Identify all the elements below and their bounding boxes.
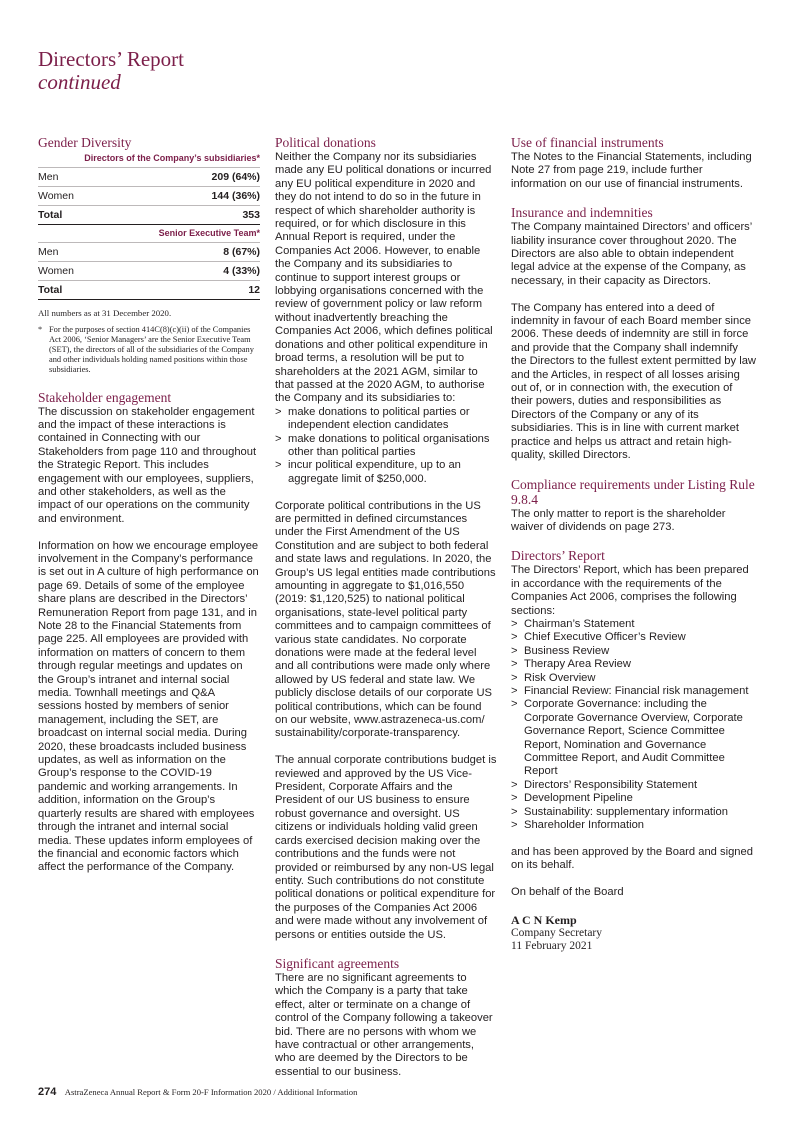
table-column-header: Senior Executive Team* <box>158 228 260 238</box>
paragraph: The Notes to the Financial Statements, including Note 27 from page 219, include further information on our use of financial instruments. <box>511 151 752 190</box>
page-footer <box>38 1086 357 1098</box>
table-cell: 8 (67%) <box>96 243 260 262</box>
list-item: > Business Review <box>511 645 756 658</box>
paragraph: The discussion on stakeholder engagement and the impact of these interactions is contained in Connecting with our Stakeholders from page 110 and throughout the Strategic Report. This includes engagement with our employees, suppliers, and other stakeholders, as well as the impact of our operations on the community and environment. <box>38 405 257 525</box>
table-row <box>38 187 260 206</box>
table-row <box>38 262 260 281</box>
table-row <box>38 168 260 187</box>
list-item: > Directors’ Responsibility Statement <box>511 779 756 792</box>
bullet-list <box>275 406 497 486</box>
gender-diversity-heading: Gender Diversity <box>38 135 132 150</box>
table-column-header: Directors of the Company’s subsidiaries* <box>84 153 260 163</box>
signature-date: 11 February 2021 <box>511 940 593 953</box>
political-donations-heading: Political donations <box>275 135 376 150</box>
column-middle <box>275 135 497 1079</box>
page-number: 274 <box>38 1086 57 1098</box>
paragraph: The only matter to report is the shareholder waiver of dividends on page 273. <box>511 507 726 533</box>
paragraph: Neither the Company nor its subsidiaries made any EU political donations or incurred any EU political expenditure in 2020 and they do not intend to do so in the future in respect of which shareholder authority is required, or for which disclosure in this Annual Report is required, under the Companies Act 2006. However, to enable the Company and its subsidiaries to continue to support interest groups or lobbying organisations concerned with the review of government policy or law reform without inadvertently breaching the Companies Act 2006, which defines political donations and other political expenditure in broad terms, a resolution will be put to shareholders at the 2021 AGM, similar to that passed at the 2020 AGM, to authorise the Company and its subsidiaries to: <box>275 151 493 405</box>
table-cell: 4 (33%) <box>96 262 260 281</box>
page-subtitle: continued <box>38 70 121 94</box>
paragraph: Information on how we encourage employee involvement in the Company’s performance is set out in A culture of high performance on page 69. Details of some of the employee share plans are described in the Directors’ Remuneration Report from page 131, and in Note 28 to the Financial Statements from page 225. All employees are provided with information on matters of concern to them through regular meetings and updates on the Group’s intranet and internal social media. Townhall meetings and Q&A sessions hosted by members of senior management, including the SET, are broadcast on internal social media. During 2020, these broadcasts included business updates, as well as information on the Group’s response to the COVID-19 pandemic and working arrangements. In addition, information on the Group’s quarterly results are shared with employees through the intranet and internal social media. These updates inform employees of the financial and economic factors which affect the performance of the Company. <box>38 539 259 874</box>
list-item: > Corporate Governance: including the Corporate Governance Overview, Corporate Governance Report, Science Committee Report, Nomination and Governance Committee Report, and Audit Committee Report <box>511 698 756 778</box>
table-cell: Women <box>38 262 96 281</box>
paragraph: and has been approved by the Board and signed on its behalf. <box>511 845 753 872</box>
footnote-mark: * <box>38 324 43 334</box>
list-item: > make donations to political organisations other than political parties <box>275 433 497 460</box>
gender-table-subsidiaries <box>38 153 260 225</box>
compliance-heading: Compliance requirements under Listing Rule 9.8.4 <box>511 476 755 507</box>
table-cell: Total <box>38 281 96 300</box>
table-cell: 353 <box>76 206 260 225</box>
page-title: Directors’ Report <box>38 47 184 71</box>
list-item: > incur political expenditure, up to an aggregate limit of $250,000. <box>275 459 497 486</box>
paragraph: The Directors’ Report, which has been prepared in accordance with the requirements of the Companies Act 2006, comprises the following sections: <box>511 564 749 617</box>
table-cell: Men <box>38 243 96 262</box>
financial-instruments-heading: Use of financial instruments <box>511 135 664 150</box>
column-left <box>38 135 260 875</box>
paragraph: The Company has entered into a deed of indemnity in favour of each Board member since 2006. These deeds of indemnity are still in force and provide that the Company shall indemnify the Directors to the fullest extent permitted by law and the Articles, in respect of all losses arising out of, or in connection with, the execution of their powers, duties and responsibilities as Directors of the Company or any of its subsidiaries. This is in line with current market practice and helps us attract and retain high-quality, skilled Directors. <box>511 301 756 462</box>
list-item: > make donations to political parties or independent election candidates <box>275 406 497 433</box>
table-cell: Total <box>38 206 76 225</box>
column-right <box>511 135 756 954</box>
footer-text: AstraZeneca Annual Report & Form 20-F Information 2020 / Additional Information <box>64 1087 358 1097</box>
list-item: > Chief Executive Officer’s Review <box>511 631 756 644</box>
footnote <box>38 325 260 376</box>
table-row <box>38 243 260 262</box>
table-cell: 12 <box>96 281 260 300</box>
signatory-role: Company Secretary <box>511 926 603 939</box>
table-cell: 144 (36%) <box>76 187 260 206</box>
paragraph: There are no significant agreements to which the Company is a party that take effect, alter or terminate on a change of control of the Company following a takeover bid. There are no persons with whom we have contractual or other arrangements, who are deemed by the Directors to be essential to our business. <box>275 971 493 1078</box>
list-item: > Financial Review: Financial risk management <box>511 685 756 698</box>
bullet-list <box>511 618 756 833</box>
significant-agreements-heading: Significant agreements <box>275 955 400 971</box>
table-cell: Women <box>38 187 76 206</box>
list-item: > Development Pipeline <box>511 792 756 805</box>
paragraph: The Company maintained Directors’ and officers’ liability insurance cover throughout 2020. The Directors are also able to obtain independent legal advice at the expense of the Company, as necessary, in their capacity as Directors. <box>511 221 752 287</box>
paragraph: The annual corporate contributions budget is reviewed and approved by the US Vice-President, Corporate Affairs and the President of our US business to ensure robust governance and oversight. US citizens or individuals holding valid green cards exercised decision making over the contributions and the funds were not provided or reimbursed by any non-US legal entity. Such contributions do not constitute political donations or political expenditure for the purposes of the Companies Act 2006 and were made without any involvement of persons or entities outside the US. <box>275 754 497 941</box>
table-cell: Men <box>38 168 76 187</box>
gender-table-set <box>38 228 260 300</box>
table-total-row <box>38 206 260 225</box>
list-item: > Therapy Area Review <box>511 658 756 671</box>
list-item: > Sustainability: supplementary information <box>511 806 756 819</box>
list-item: > Shareholder Information <box>511 819 756 832</box>
paragraph: On behalf of the Board <box>511 886 624 899</box>
paragraph: Corporate political contributions in the US are permitted in defined circumstances under the First Amendment of the US Constitution and are subject to both federal and state laws and regulations. In 2020, the Group’s US legal entities made contributions amounting in aggregate to $1,016,550 (2019: $1,120,525) to national political organisations, state-level political party committees and to campaign committees of various state candidates. No corporate donations were made at the federal level and all contributions were made only where allowed by US federal and state law. We publicly disclose details of our corporate US political contributions, which can be found on our website, www.astrazeneca-us.com/ sustainability/corporate-transparency. <box>275 499 496 740</box>
table-total-row <box>38 281 260 300</box>
list-item: > Chairman’s Statement <box>511 618 756 631</box>
stakeholder-heading: Stakeholder engagement <box>38 389 172 405</box>
directors-report-heading: Directors’ Report <box>511 548 605 564</box>
signatory-name: A C N Kemp <box>511 912 577 927</box>
footnote-text: For the purposes of section 414C(8)(c)(ii) of the Companies Act 2006, ‘Senior Managers’ are the Senior Executive Team (SET), the directors of all of the subsidiaries of the Company and other individuals holding named positions within those subsidiaries. <box>49 324 254 375</box>
table-note: All numbers as at 31 December 2020. <box>38 308 172 318</box>
table-cell: 209 (64%) <box>76 168 260 187</box>
list-item: > Risk Overview <box>511 672 756 685</box>
insurance-heading: Insurance and indemnities <box>511 205 653 221</box>
